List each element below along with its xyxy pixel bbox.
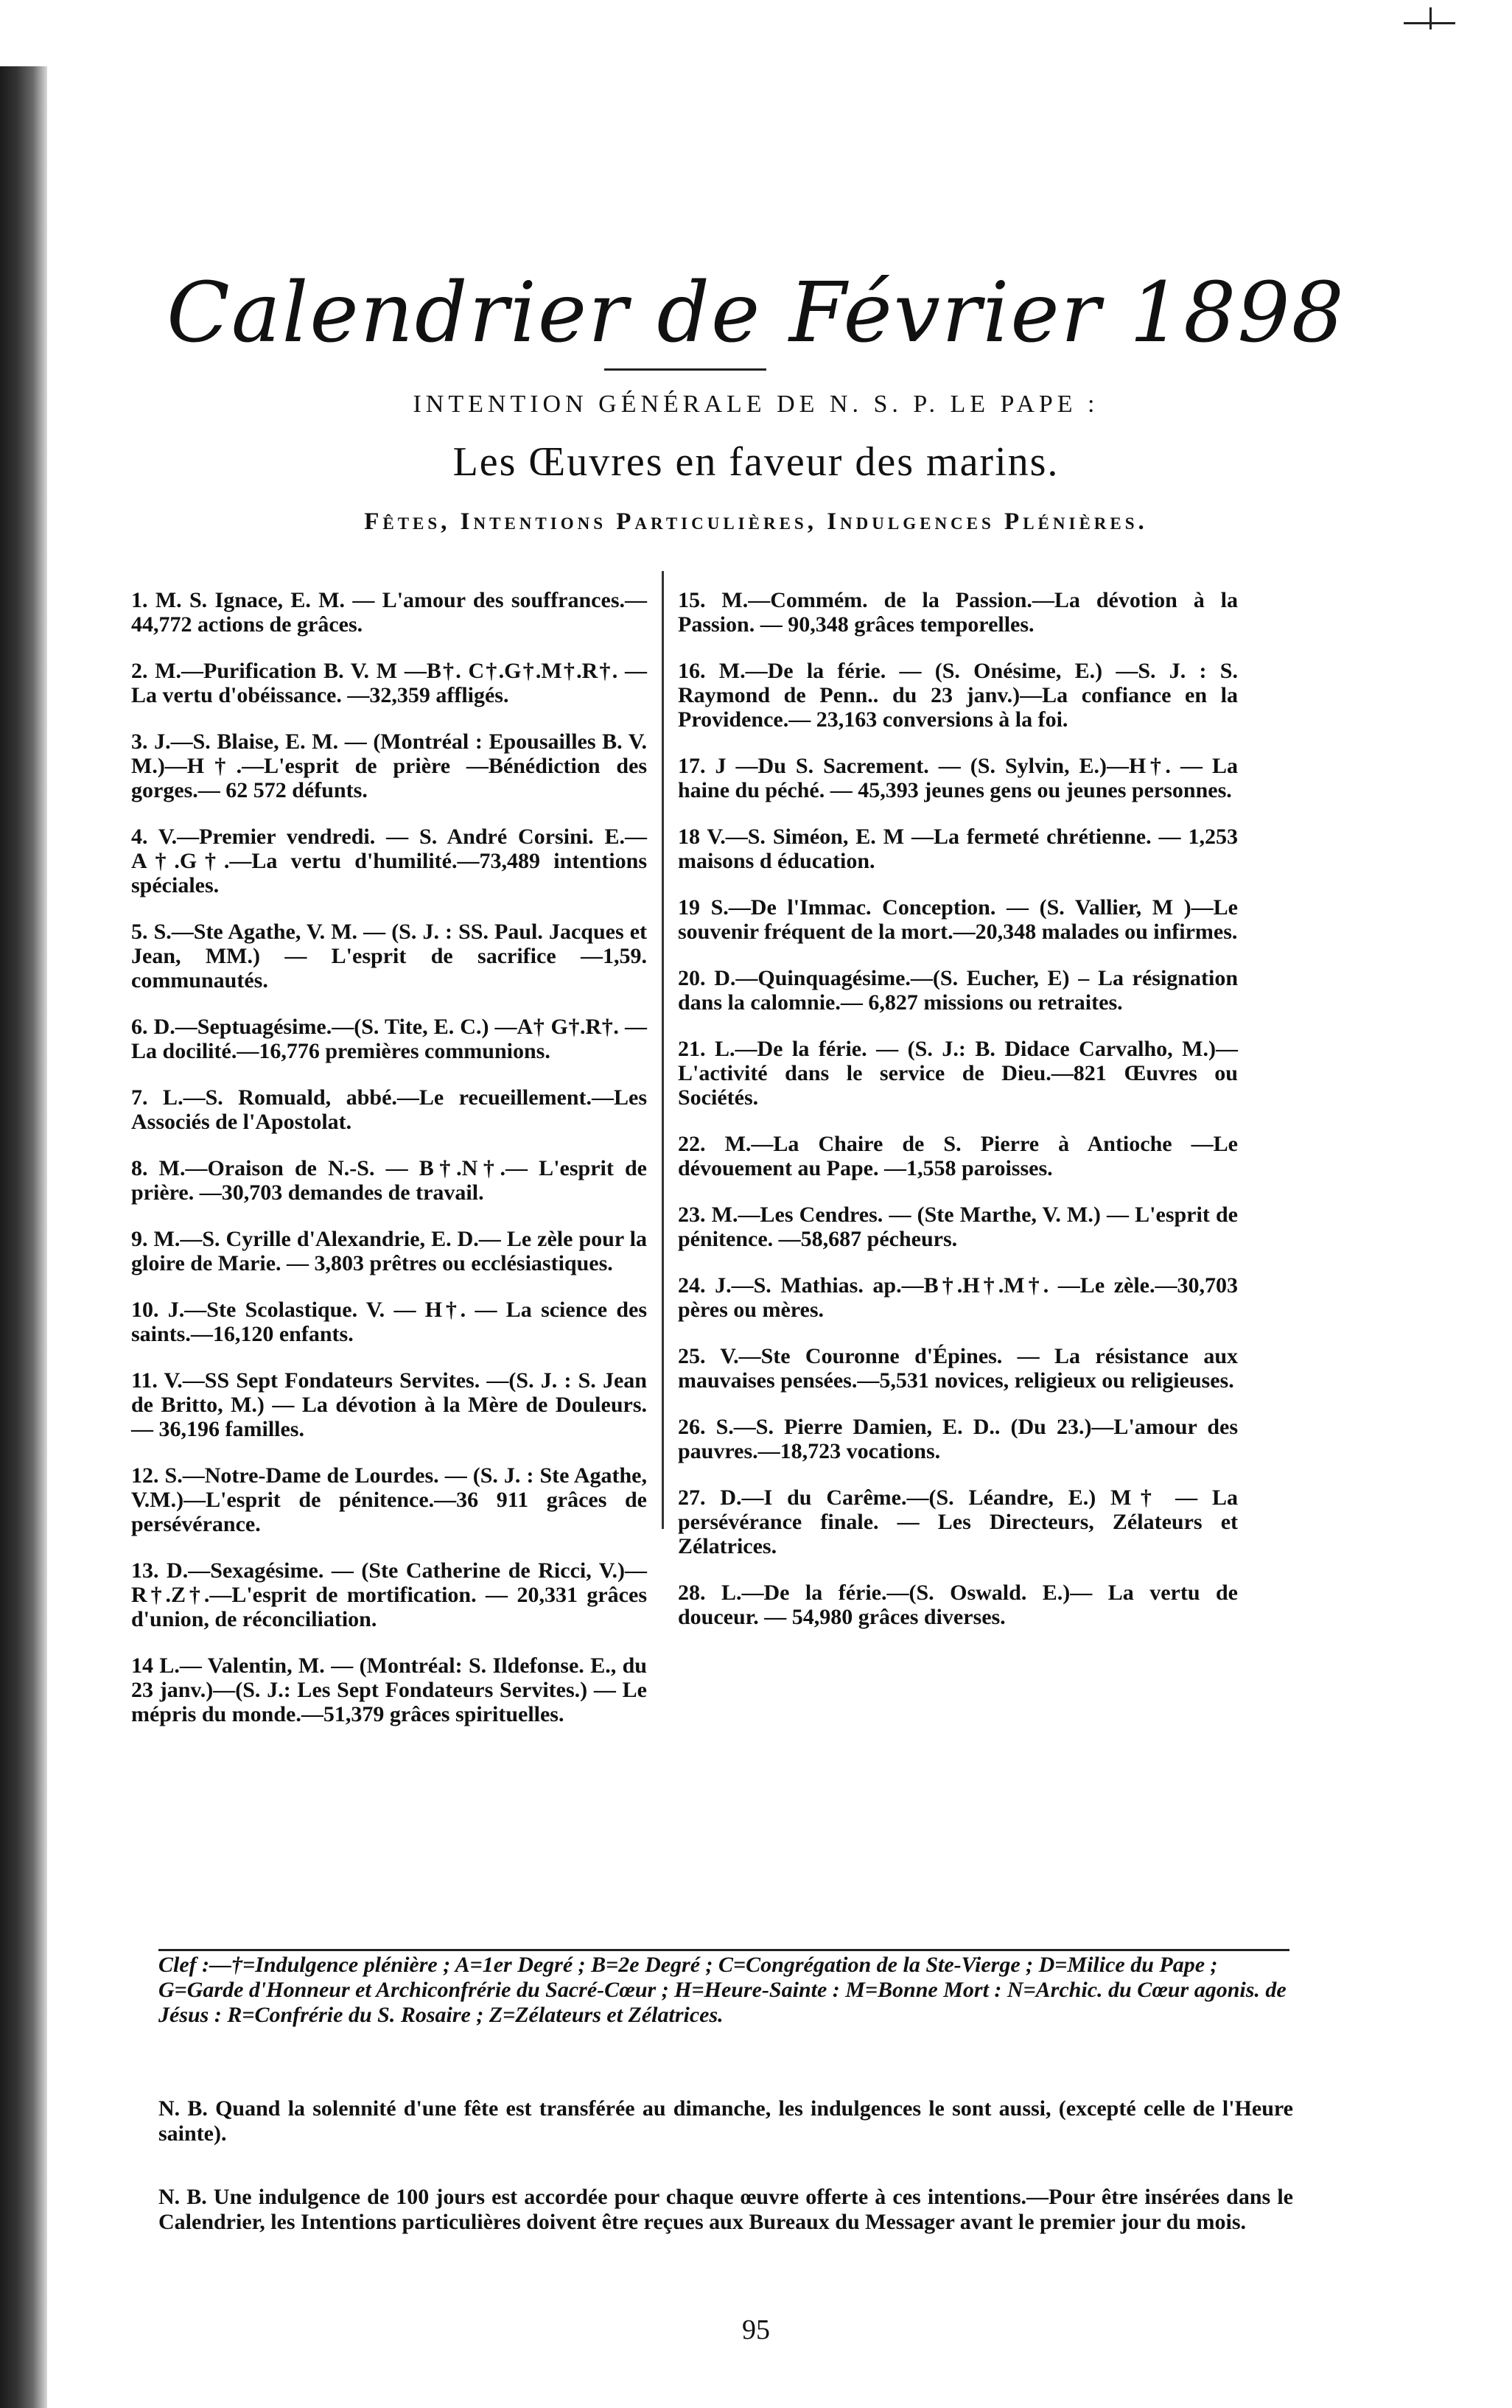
calendar-entry: 22. M.—La Chaire de S. Pierre à Antioche —Le dévouement au Pape. —1,558 paroisses. [678,1132,1238,1180]
calendar-entry: 20. D.—Quinquagésime.—(S. Eucher, E) – La résignation dans la calomnie.— 6,827 missions ou retraites. [678,966,1238,1015]
title-divider [604,368,766,371]
calendar-entry: 17. J —Du S. Sacrement. — (S. Sylvin, E.)—H†. — La haine du péché. — 45,393 jeunes gens ou jeunes personnes. [678,754,1238,802]
calendar-entry: 25. V.—Ste Couronne d'Épines. — La résistance aux mauvaises pensées.—5,531 novices, religieux ou religieuses. [678,1344,1238,1393]
page-number: 95 [742,2314,770,2345]
calendar-entry: 8. M.—Oraison de N.-S. — B†.N†.— L'esprit de prière. —30,703 demandes de travail. [131,1156,647,1205]
calendar-entry: 23. M.—Les Cendres. — (Ste Marthe, V. M.) — L'esprit de pénitence. —58,687 pécheurs. [678,1203,1238,1251]
abbreviation-key: Clef :—†=Indulgence plénière ; A=1er Degré ; B=2e Degré ; C=Congrégation de la Ste-Vierge ; D=Milice du Pape ; G=Garde d'Honneur et Archiconfrérie du Sacré-Cœur ; H=Heure-Sainte : M=Bonne Mort : N=Archic. du Cœur agonis. de Jésus : R=Confrérie du S. Rosaire ; Z=Zélateurs et Zélatrices. [158,1953,1287,2027]
calendar-entry: 6. D.—Septuagésime.—(S. Tite, E. C.) —A† G†.R†. — La docilité.—16,776 premières communions. [131,1015,647,1063]
calendar-entry: 21. L.—De la férie. — (S. J.: B. Didace Carvalho, M.)—L'activité dans le service de Dieu.—821 Œuvres ou Sociétés. [678,1037,1238,1110]
calendar-entry: 3. J.—S. Blaise, E. M. — (Montréal : Epousailles B. V. M.)—H†.—L'esprit de prière —Bénédiction des gorges.— 62 572 défunts. [131,729,647,802]
calendar-entry: 10. J.—Ste Scolastique. V. — H†. — La science des saints.—16,120 enfants. [131,1298,647,1346]
calendar-entry: 9. M.—S. Cyrille d'Alexandrie, E. D.— Le zèle pour la gloire de Marie. — 3,803 prêtres ou ecclésiastiques. [131,1227,647,1275]
calendar-entry: 15. M.—Commém. de la Passion.—La dévotion à la Passion. — 90,348 grâces temporelles. [678,588,1238,637]
calendar-entry: 26. S.—S. Pierre Damien, E. D.. (Du 23.)—L'amour des pauvres.—18,723 vocations. [678,1415,1238,1463]
calendar-entry: 2. M.—Purification B. V. M —B†. C†.G†.M†.R†. — La vertu d'obéissance. —32,359 affligés. [131,659,647,707]
left-column [131,566,647,1738]
calendar-entry: 4. V.—Premier vendredi. — S. André Corsini. E.—A†.G†.—La vertu d'humilité.—73,489 intentions spéciales. [131,825,647,897]
calendar-entry: 13. D.—Sexagésime. — (Ste Catherine de Ricci, V.)—R†.Z†.—L'esprit de mortification. — 20,331 grâces d'union, de réconciliation. [131,1558,647,1631]
footer-divider [158,1949,1289,1951]
calendar-entry: 14 L.— Valentin, M. — (Montréal: S. Ildefonse. E., du 23 janv.)—(S. J.: Les Sept Fondateurs Servites.) — Le mépris du monde.—51,379 grâces spirituelles. [131,1653,647,1726]
page-title: Calendrier de Février 1898 [167,265,1345,361]
calendar-entry: 7. L.—S. Romuald, abbé.—Le recueillement.—Les Associés de l'Apostolat. [131,1085,647,1134]
general-intention: Les Œuvres en faveur des marins. [452,439,1060,485]
calendar-entry: 1. M. S. Ignace, E. M. — L'amour des souffrances.—44,772 actions de grâces. [131,588,647,637]
note-transfer: N. B. Quand la solennité d'une fête est transférée au dimanche, les indulgences le sont aussi, (excepté celle de l'Heure sainte). [158,2096,1293,2146]
calendar-entry: 11. V.—SS Sept Fondateurs Servites. —(S. J. : S. Jean de Britto, M.) — La dévotion à la Mère de Douleurs. — 36,196 familles. [131,1368,647,1441]
calendar-entry: 28. L.—De la férie.—(S. Oswald. E.)— La vertu de douceur. — 54,980 grâces diverses. [678,1581,1238,1629]
general-intention-heading: INTENTION GÉNÉRALE DE N. S. P. LE PAPE : [413,391,1099,418]
calendar-entry: 18 V.—S. Siméon, E. M —La fermeté chrétienne. — 1,253 maisons d éducation. [678,825,1238,873]
right-column [678,566,1238,1641]
columns-heading: Fêtes, Intentions Particulières, Indulgences Plénières. [364,508,1148,535]
calendar-entry: 5. S.—Ste Agathe, V. M. — (S. J. : SS. Paul. Jacques et Jean, MM.) — L'esprit de sacrifice —1,59. communautés. [131,920,647,993]
calendar-entry: 12. S.—Notre-Dame de Lourdes. — (S. J. : Ste Agathe, V.M.)—L'esprit de pénitence.—36 911 grâces de persévérance. [131,1463,647,1536]
calendar-entry: 19 S.—De l'Immac. Conception. — (S. Vallier, M )—Le souvenir fréquent de la mort.—20,348 malades ou infirmes. [678,895,1238,944]
calendar-entry: 16. M.—De la férie. — (S. Onésime, E.) —S. J. : S. Raymond de Penn.. du 23 janv.)—La confiance en la Providence.— 23,163 conversions à la foi. [678,659,1238,732]
column-divider [662,571,664,1529]
corner-mark [1404,0,1455,24]
calendar-entry: 27. D.—I du Carême.—(S. Léandre, E.) M† — La persévérance finale. — Les Directeurs, Zélateurs et Zélatrices. [678,1485,1238,1558]
calendar-entry: 24. J.—S. Mathias. ap.—B†.H†.M†. —Le zèle.—30,703 pères ou mères. [678,1273,1238,1322]
note-indulgence: N. B. Une indulgence de 100 jours est accordée pour chaque œuvre offerte à ces intentions.—Pour être insérées dans le Calendrier, les Intentions particulières doivent être reçues aux Bureaux du Messager avant le premier jour du mois. [158,2185,1293,2234]
